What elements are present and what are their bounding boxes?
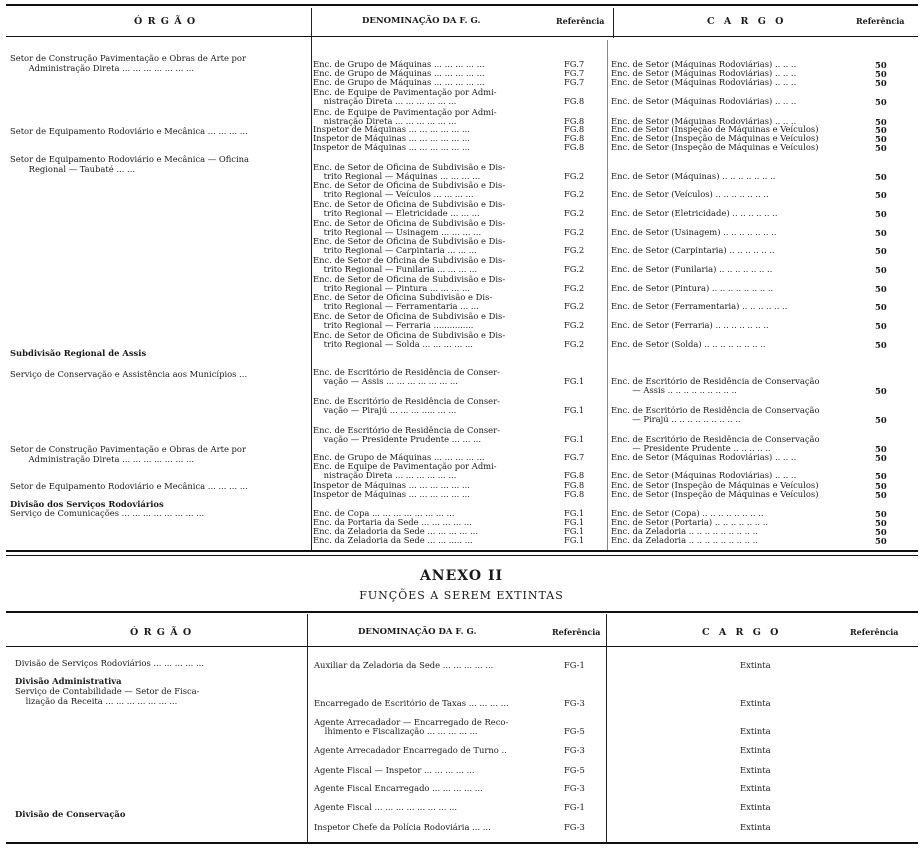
- annex-header-cargo: C A R G O: [702, 627, 782, 638]
- referencia-cell: FG.2: [564, 264, 585, 274]
- referencia-cell: FG.8: [564, 133, 585, 143]
- referencia-cell: FG.7: [564, 59, 585, 69]
- denominacao-line: trito Regional — Pintura ... ... ... ...: [313, 283, 470, 293]
- orgao-line: Setor de Construção Pavimentação e Obras de Arte por: [10, 53, 246, 63]
- header-referencia-2: Referência: [856, 16, 905, 26]
- referencia-number: 50: [875, 117, 887, 127]
- cargo-line: Enc. de Setor (Inspeção de Máquinas e Veículos): [611, 480, 819, 490]
- denominacao-line: Enc. de Setor de Oficina Subdivisão e Dis-: [313, 292, 493, 302]
- referencia-cell: FG.8: [564, 116, 585, 126]
- denominacao-line: Inspetor de Máquinas ... ... ... ... ... ...: [313, 124, 470, 134]
- referencia-number: 50: [875, 228, 887, 238]
- annex-denominacao-line: Auxiliar da Zeladoria da Sede ... ... ... ... ...: [314, 660, 494, 670]
- denominacao-line: Enc. de Escritório de Residência de Conser-: [313, 425, 500, 435]
- denominacao-line: Inspetor de Máquinas ... ... ... ... ... ...: [313, 133, 470, 143]
- annex-denominacao-line: Encarregado de Escritório de Taxas ... ... ... ...: [314, 698, 509, 708]
- denominacao-line: Enc. de Equipe de Pavimentação por Admi-: [313, 461, 497, 471]
- referencia-number: 50: [875, 134, 887, 144]
- referencia-number: 50: [875, 246, 887, 256]
- annex-cargo-cell: Extinta: [740, 822, 771, 832]
- referencia-cell: FG.7: [564, 452, 585, 462]
- cargo-line: Enc. de Setor (Inspeção de Máquinas e Veículos): [611, 489, 819, 499]
- annex-cargo-cell: Extinta: [740, 660, 771, 670]
- referencia-cell: FG.1: [564, 508, 585, 518]
- referencia-number: 50: [875, 453, 887, 463]
- denominacao-line: Enc. da Zeladoria da Sede ... ... ..... ...: [313, 535, 473, 545]
- referencia-cell: FG.8: [564, 124, 585, 134]
- referencia-cell: FG.2: [564, 320, 585, 330]
- cargo-line: Enc. de Setor (Máquinas Rodoviárias) .. .. ..: [611, 470, 797, 480]
- cargo-line: Enc. de Setor (Pintura) .. .. .. .. .. .. .. ..: [611, 283, 774, 293]
- cargo-line: Enc. de Setor (Solda) .. .. .. .. .. .. .. ..: [611, 339, 766, 349]
- cargo-line: Enc. de Setor (Máquinas Rodoviárias) .. .. ..: [611, 68, 797, 78]
- referencia-cell: FG.8: [564, 96, 585, 106]
- denominacao-line: Enc. de Setor de Oficina de Subdivisão e Dis-: [313, 180, 506, 190]
- annex-referencia-cell: FG-1: [564, 660, 585, 670]
- orgao-line: Divisão dos Serviços Rodoviários: [10, 499, 164, 509]
- cargo-line: Enc. de Setor (Copa) .. .. .. .. .. .. .. ..: [611, 508, 764, 518]
- cargo-line: Enc. de Setor (Ferramentaria) .. .. .. .. .. ..: [611, 301, 788, 311]
- cargo-line: Enc. de Setor (Máquinas Rodoviárias) .. .. ..: [611, 116, 797, 126]
- cargo-line: Enc. da Zeladoria .. .. .. .. .. .. .. .. ..: [611, 526, 758, 536]
- cargo-line: Enc. de Setor (Usinagem) .. .. .. .. .. .. ..: [611, 227, 777, 237]
- annex-subtitle: FUNÇÕES A SEREM EXTINTAS: [359, 589, 564, 602]
- annex-bottom-rule: [6, 842, 918, 844]
- cargo-line: Enc. de Setor (Carpintaria) .. .. .. .. .. ..: [611, 245, 775, 255]
- referencia-cell: FG.1: [564, 376, 585, 386]
- annex-denominacao-line: Agente Arrecadador — Encarregado de Reco-: [314, 717, 509, 727]
- denominacao-line: vação — Presidente Prudente ... ... ...: [313, 434, 482, 444]
- table1-bottom-rule-2: [6, 555, 918, 556]
- top-rule: [6, 4, 918, 6]
- cargo-line: Enc. de Setor (Inspeção de Máquinas e Veículos): [611, 142, 819, 152]
- denominacao-line: Enc. de Setor de Oficina de Subdivisão e Dis-: [313, 218, 506, 228]
- header-cargo: C A R G O: [707, 16, 787, 27]
- denominacao-line: Enc. de Setor de Oficina de Subdivisão e Dis-: [313, 255, 506, 265]
- referencia-cell: FG.7: [564, 68, 585, 78]
- denominacao-line: trito Regional — Solda ... ... ... ... ...: [313, 339, 473, 349]
- referencia-cell: FG.1: [564, 535, 585, 545]
- referencia-number: 50: [875, 69, 887, 79]
- annex-cargo-cell: Extinta: [740, 802, 771, 812]
- denominacao-line: Enc. de Setor de Oficina de Subdivisão e Dis-: [313, 162, 506, 172]
- annex-header-referencia-2: Referência: [850, 627, 899, 637]
- referencia-cell: FG.8: [564, 489, 585, 499]
- orgao-line: Serviço de Conservação e Assistência aos Municípios ...: [10, 369, 248, 379]
- annex-denominacao-line: Agente Fiscal Encarregado ... ... ... ... ...: [314, 783, 483, 793]
- cargo-line: Enc. de Setor (Inspeção de Máquinas e Veículos): [611, 124, 819, 134]
- orgao-line: Setor de Construção Pavimentação e Obras de Arte por: [10, 444, 246, 454]
- denominacao-line: Enc. de Setor de Oficina de Subdivisão e Dis-: [313, 236, 506, 246]
- referencia-cell: FG.2: [564, 283, 585, 293]
- annex-header-rule: [6, 646, 918, 647]
- annex-orgao-line: Serviço de Contabilidade — Setor de Fisca-: [15, 686, 200, 696]
- annex-col-divider-1: [307, 614, 308, 842]
- denominacao-line: Enc. de Escritório de Residência de Conser-: [313, 396, 500, 406]
- denominacao-line: Enc. de Setor de Oficina de Subdivisão e Dis-: [313, 311, 506, 321]
- referencia-number: 50: [875, 209, 887, 219]
- annex-top-rule: [6, 611, 918, 613]
- annex-orgao-line: lização da Receita ... ... ... ... ... ... ...: [15, 696, 178, 706]
- referencia-cell: FG.1: [564, 517, 585, 527]
- orgao-line: Setor de Equipamento Rodoviário e Mecânica ... ... ... ...: [10, 481, 248, 491]
- annex-cargo-cell: Extinta: [740, 726, 771, 736]
- orgao-line: Setor de Equipamento Rodoviário e Mecânica — Oficina: [10, 154, 250, 164]
- annex-orgao-line: Divisão de Serviços Rodoviários ... ... ... ... ...: [15, 658, 204, 668]
- annex-referencia-cell: FG-5: [564, 765, 585, 775]
- cargo-line: Enc. de Setor (Máquinas) .. .. .. .. .. .. ..: [611, 171, 776, 181]
- referencia-cell: FG.1: [564, 405, 585, 415]
- referencia-number: 50: [875, 78, 887, 88]
- referencia-number: 50: [875, 125, 887, 135]
- denominacao-line: Inspetor de Máquinas ... ... ... ... ... ...: [313, 142, 470, 152]
- referencia-cell: FG.8: [564, 480, 585, 490]
- annex-header-orgao: Ó R G Ã O: [130, 627, 193, 638]
- referencia-number: 50: [875, 481, 887, 491]
- referencia-number: 50: [875, 518, 887, 528]
- denominacao-line: nistração Direta ... ... ... ... ... ...: [313, 116, 457, 126]
- col-divider-2b: [607, 40, 608, 550]
- referencia-number: 50: [875, 265, 887, 275]
- cargo-line: Enc. de Setor (Veículos) .. .. .. .. .. .. ..: [611, 189, 769, 199]
- referencia-number: 50: [875, 172, 887, 182]
- referencia-number: 50: [875, 536, 887, 546]
- referencia-cell: FG.2: [564, 245, 585, 255]
- referencia-cell: FG.2: [564, 227, 585, 237]
- referencia-number: 50: [875, 527, 887, 537]
- referencia-cell: FG.2: [564, 171, 585, 181]
- referencia-cell: FG.8: [564, 142, 585, 152]
- denominacao-line: trito Regional — Eletricidade ... ... ...: [313, 208, 480, 218]
- denominacao-line: trito Regional — Carpintaria ... ... ...: [313, 245, 477, 255]
- annex-denominacao-line: Agente Arrecadador Encarregado de Turno ..: [314, 745, 507, 755]
- referencia-cell: FG.2: [564, 208, 585, 218]
- col-divider-2: [613, 8, 614, 38]
- denominacao-line: Enc. de Equipe de Pavimentação por Admi-: [313, 87, 497, 97]
- annex-denominacao-line: Agente Fiscal — Inspetor ... ... ... ... ...: [314, 765, 475, 775]
- header-referencia: Referência: [556, 16, 605, 26]
- referencia-cell: FG.8: [564, 470, 585, 480]
- denominacao-line: Enc. de Setor de Oficina de Subdivisão e Dis-: [313, 199, 506, 209]
- cargo-line: Enc. de Setor (Ferraria) .. .. .. .. .. .. ..: [611, 320, 769, 330]
- orgao-line: Regional — Taubaté ... ...: [10, 164, 136, 174]
- table1-bottom-rule: [6, 550, 918, 552]
- cargo-line: Enc. de Setor (Máquinas Rodoviárias) .. .. ..: [611, 59, 797, 69]
- denominacao-line: Enc. de Setor de Oficina de Subdivisão e Dis-: [313, 330, 506, 340]
- annex-referencia-cell: FG-5: [564, 726, 585, 736]
- referencia-cell: FG.7: [564, 77, 585, 87]
- orgao-line: Serviço de Comunicações ... ... ... ... ... ... ... ...: [10, 508, 205, 518]
- referencia-number: 50: [875, 302, 887, 312]
- annex-cargo-cell: Extinta: [740, 745, 771, 755]
- header-orgao: Ó R G Ã O: [134, 16, 197, 27]
- annex-denominacao-line: lhimento e Fiscalização ... ... ... ... ...: [314, 726, 478, 736]
- annex-cargo-cell: Extinta: [740, 698, 771, 708]
- referencia-number: 50: [875, 490, 887, 500]
- annex-referencia-cell: FG-3: [564, 745, 585, 755]
- referencia-number: 50: [875, 190, 887, 200]
- orgao-line: Setor de Equipamento Rodoviário e Mecânica ... ... ... ...: [10, 126, 248, 136]
- denominacao-line: Enc. de Copa ... ... ... ... ... ... ... ...: [313, 508, 455, 518]
- cargo-line: Enc. de Setor (Máquinas Rodoviárias) .. .. ..: [611, 96, 797, 106]
- referencia-number: 50: [875, 97, 887, 107]
- annex-col-divider-2: [606, 614, 607, 842]
- annex-referencia-cell: FG-3: [564, 698, 585, 708]
- referencia-cell: FG.1: [564, 434, 585, 444]
- referencia-number: 50: [875, 60, 887, 70]
- denominacao-line: trito Regional — Máquinas ... ... ... ...: [313, 171, 481, 181]
- denominacao-line: trito Regional — Usinagem ... ... ... ...: [313, 227, 482, 237]
- denominacao-line: trito Regional — Funilaria ... ... ... ...: [313, 264, 478, 274]
- referencia-cell: FG.1: [564, 526, 585, 536]
- header-rule: [6, 36, 918, 37]
- denominacao-line: Enc. de Escritório de Residência de Conser-: [313, 367, 500, 377]
- referencia-number: 50: [875, 284, 887, 294]
- referencia-number: 50: [875, 444, 887, 454]
- denominacao-line: vação — Pirajú ... ... ... ..... ... ...: [313, 405, 457, 415]
- referencia-number: 50: [875, 386, 887, 396]
- referencia-number: 50: [875, 471, 887, 481]
- cargo-line: — Assis .. .. .. .. .. .. .. .. ..: [611, 385, 737, 395]
- referencia-number: 50: [875, 321, 887, 331]
- denominacao-line: nistração Direta ... ... ... ... ... ...: [313, 470, 457, 480]
- cargo-line: Enc. de Setor (Máquinas Rodoviárias) .. .. ..: [611, 77, 797, 87]
- annex-orgao-line: Divisão Administrativa: [15, 676, 122, 686]
- referencia-number: 50: [875, 340, 887, 350]
- cargo-line: Enc. de Escritório de Residência de Conservação: [611, 434, 820, 444]
- orgao-line: Subdivisão Regional de Assis: [10, 348, 147, 358]
- denominacao-line: Enc. da Zeladoria da Sede ... ... ... ... ...: [313, 526, 478, 536]
- orgao-line: Administração Direta ... ... ... ... ... ... ...: [10, 454, 195, 464]
- annex-title: ANEXO II: [419, 568, 504, 584]
- annex-orgao-line: Divisão de Conservação: [15, 809, 126, 819]
- annex-header-denominacao: DENOMINAÇÃO DA F. G.: [358, 627, 477, 637]
- denominacao-line: trito Regional — Ferramentaria ... ...: [313, 301, 479, 311]
- cargo-line: Enc. de Setor (Funilaria) .. .. .. .. .. .. ..: [611, 264, 773, 274]
- denominacao-line: Enc. de Grupo de Máquinas ... ... ... ... ...: [313, 59, 485, 69]
- cargo-line: Enc. de Setor (Inspeção de Máquinas e Veículos): [611, 133, 819, 143]
- cargo-line: Enc. de Setor (Máquinas Rodoviárias) .. .. ..: [611, 452, 797, 462]
- cargo-line: Enc. de Escritório de Residência de Conservação: [611, 376, 820, 386]
- denominacao-line: Enc. de Grupo de Máquinas ... ... ... ... ...: [313, 77, 485, 87]
- denominacao-line: Enc. da Portaria da Sede ... ... ... ... ...: [313, 517, 472, 527]
- annex-cargo-cell: Extinta: [740, 765, 771, 775]
- referencia-cell: FG.2: [564, 189, 585, 199]
- annex-header-referencia: Referência: [552, 627, 601, 637]
- annex-referencia-cell: FG-3: [564, 822, 585, 832]
- referencia-number: 50: [875, 509, 887, 519]
- annex-denominacao-line: Inspetor Chefe da Polícia Rodoviária ... ...: [314, 822, 491, 832]
- denominacao-line: Inspetor de Máquinas ... ... ... ... ... ...: [313, 489, 470, 499]
- denominacao-line: Enc. de Setor de Oficina de Subdivisão e Dis-: [313, 274, 506, 284]
- col-divider-1: [311, 8, 312, 550]
- cargo-line: Enc. de Setor (Portaria) .. .. .. .. .. .. ..: [611, 517, 769, 527]
- cargo-line: Enc. de Escritório de Residência de Conservação: [611, 405, 820, 415]
- denominacao-line: nistração Direta ... ... ... ... ... ...: [313, 96, 457, 106]
- referencia-cell: FG.2: [564, 339, 585, 349]
- cargo-line: Enc. de Setor (Eletricidade) .. .. .. .. .. ..: [611, 208, 778, 218]
- cargo-line: — Pirajú .. .. .. .. .. .. .. .. ..: [611, 414, 741, 424]
- denominacao-line: trito Regional — Ferraria ...............: [313, 320, 474, 330]
- annex-cargo-cell: Extinta: [740, 783, 771, 793]
- annex-referencia-cell: FG-1: [564, 802, 585, 812]
- denominacao-line: Enc. de Grupo de Máquinas ... ... ... ... ...: [313, 68, 485, 78]
- referencia-number: 50: [875, 415, 887, 425]
- annex-referencia-cell: FG-3: [564, 783, 585, 793]
- denominacao-line: vação — Assis ... ... ... ... ... ... ...: [313, 376, 458, 386]
- denominacao-line: Enc. de Equipe de Pavimentação por Admi-: [313, 107, 497, 117]
- header-denominacao: DENOMINAÇÃO DA F. G.: [362, 16, 481, 26]
- referencia-cell: FG.2: [564, 301, 585, 311]
- denominacao-line: trito Regional — Veículos ... ... ... ...: [313, 189, 474, 199]
- referencia-number: 50: [875, 143, 887, 153]
- annex-denominacao-line: Agente Fiscal ... ... ... ... ... ... ... ...: [314, 802, 458, 812]
- cargo-line: — Presidente Prudente .. .. .. .. ..: [611, 443, 771, 453]
- orgao-line: Administração Direta ... ... ... ... ... ... ...: [10, 63, 195, 73]
- denominacao-line: Inspetor de Máquinas ... ... ... ... ... ...: [313, 480, 470, 490]
- denominacao-line: Enc. de Grupo de Máquinas ... ... ... ... ...: [313, 452, 485, 462]
- cargo-line: Enc. da Zeladoria .. .. .. .. .. .. .. .. ..: [611, 535, 758, 545]
